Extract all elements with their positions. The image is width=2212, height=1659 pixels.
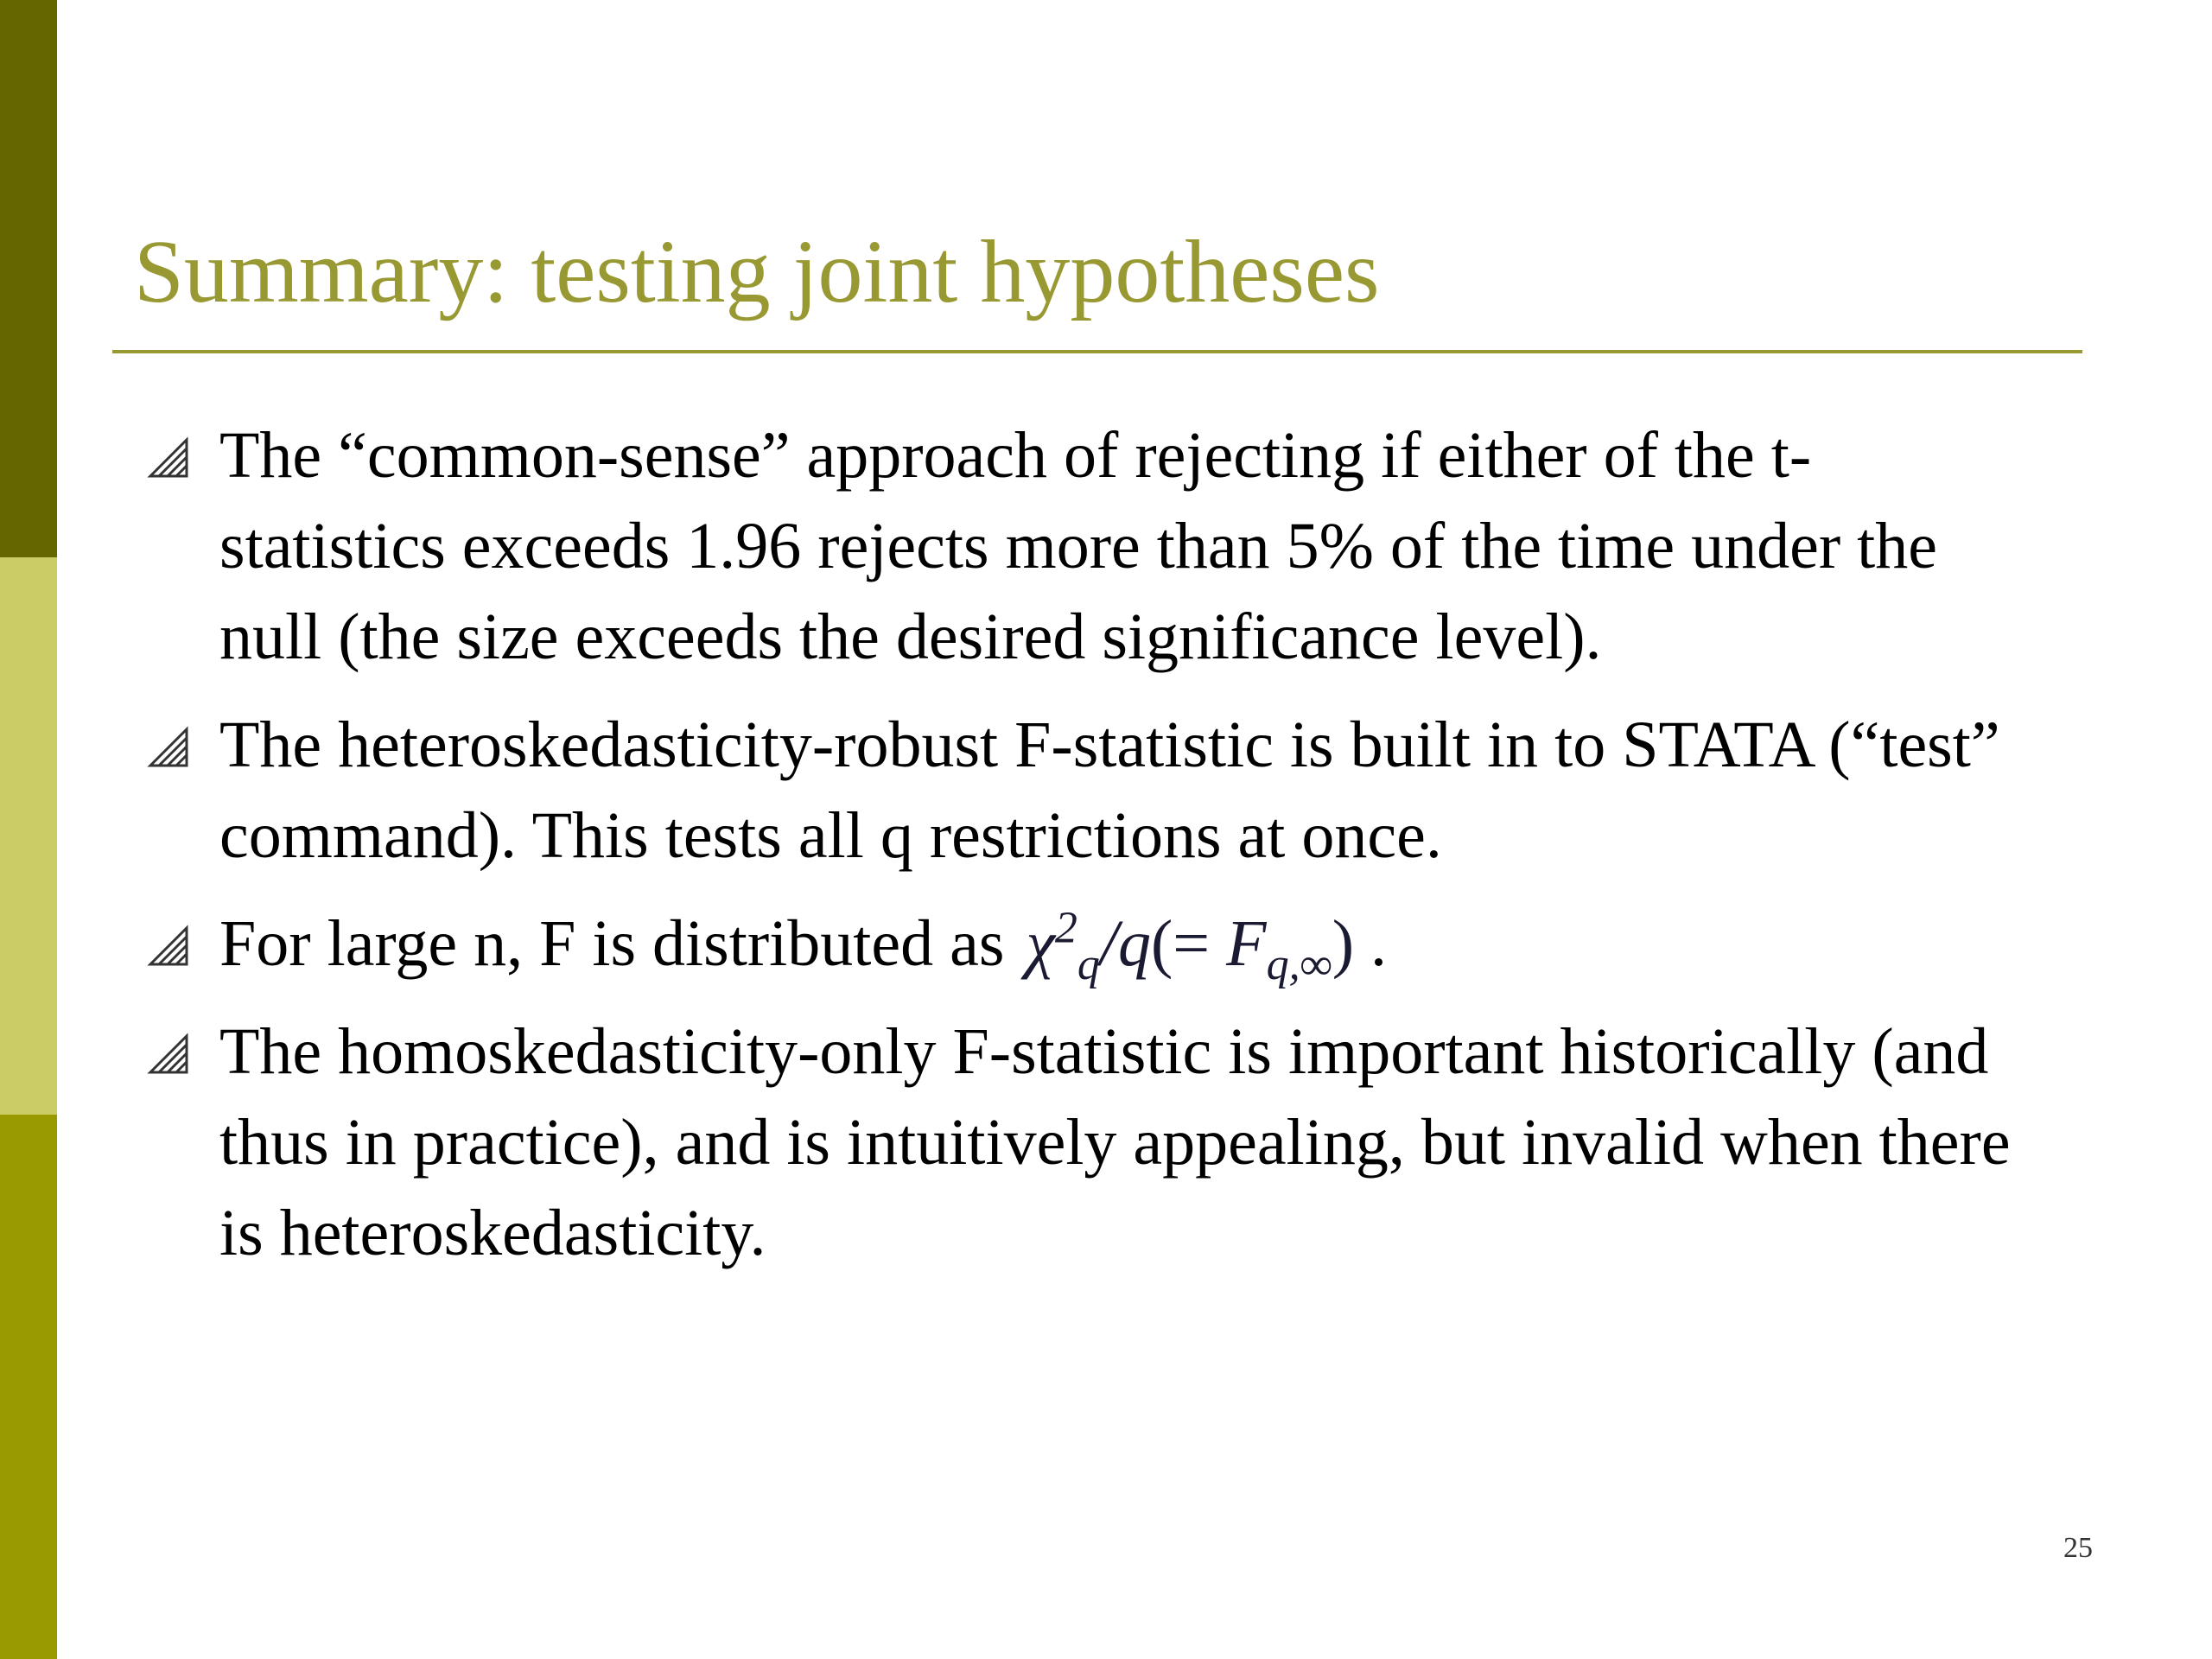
hatched-triangle-icon: [147, 923, 192, 968]
bullet-item-1: [147, 410, 2031, 683]
side-bar-top: [0, 0, 57, 557]
math-chi-sub: q: [1077, 940, 1100, 990]
hatched-triangle-icon: [147, 724, 192, 769]
page-number: 25: [2063, 1532, 2093, 1564]
bullet-item-2: [147, 700, 2031, 881]
hatched-triangle-icon: [147, 1031, 192, 1076]
chi-square-formula: [1026, 903, 1354, 990]
math-f: F: [1226, 907, 1267, 980]
math-chi: χ: [1026, 907, 1055, 980]
hatched-triangle-icon: [147, 435, 192, 480]
math-slash: /q: [1099, 907, 1151, 980]
math-close: ): [1332, 907, 1354, 980]
bullet-text: For large n, F is distributed as: [219, 907, 1005, 980]
bullet-text: The heteroskedasticity-robust F-statistic is built in to STATA (“test” command). This tests all q restrictions at once.: [219, 709, 2000, 872]
bullet-item-3: [147, 899, 2031, 989]
title-divider: [112, 350, 2082, 353]
bullet-text: The homoskedasticity-only F-statistic is important historically (and thus in practice), and is intuitively appealing, but invalid when there is heteroskedasticity.: [219, 1015, 2011, 1269]
bullet-trail: .: [1370, 907, 1387, 980]
math-open: (=: [1151, 907, 1211, 980]
side-bar-bottom: [0, 1115, 57, 1659]
math-f-sub: q,∞: [1266, 940, 1332, 990]
slide-title: Summary: testing joint hypotheses: [134, 222, 1380, 321]
bullet-list: [147, 410, 2031, 1296]
math-chi-sup: 2: [1054, 903, 1077, 953]
bullet-item-4: [147, 1007, 2031, 1279]
bullet-text: The “common-sense” approach of rejecting if either of the t-statistics exceeds 1.96 rejects more than 5% of the time under the null (the size exceeds the desired significance level).: [219, 419, 1938, 673]
side-bar-middle: [0, 557, 57, 1115]
